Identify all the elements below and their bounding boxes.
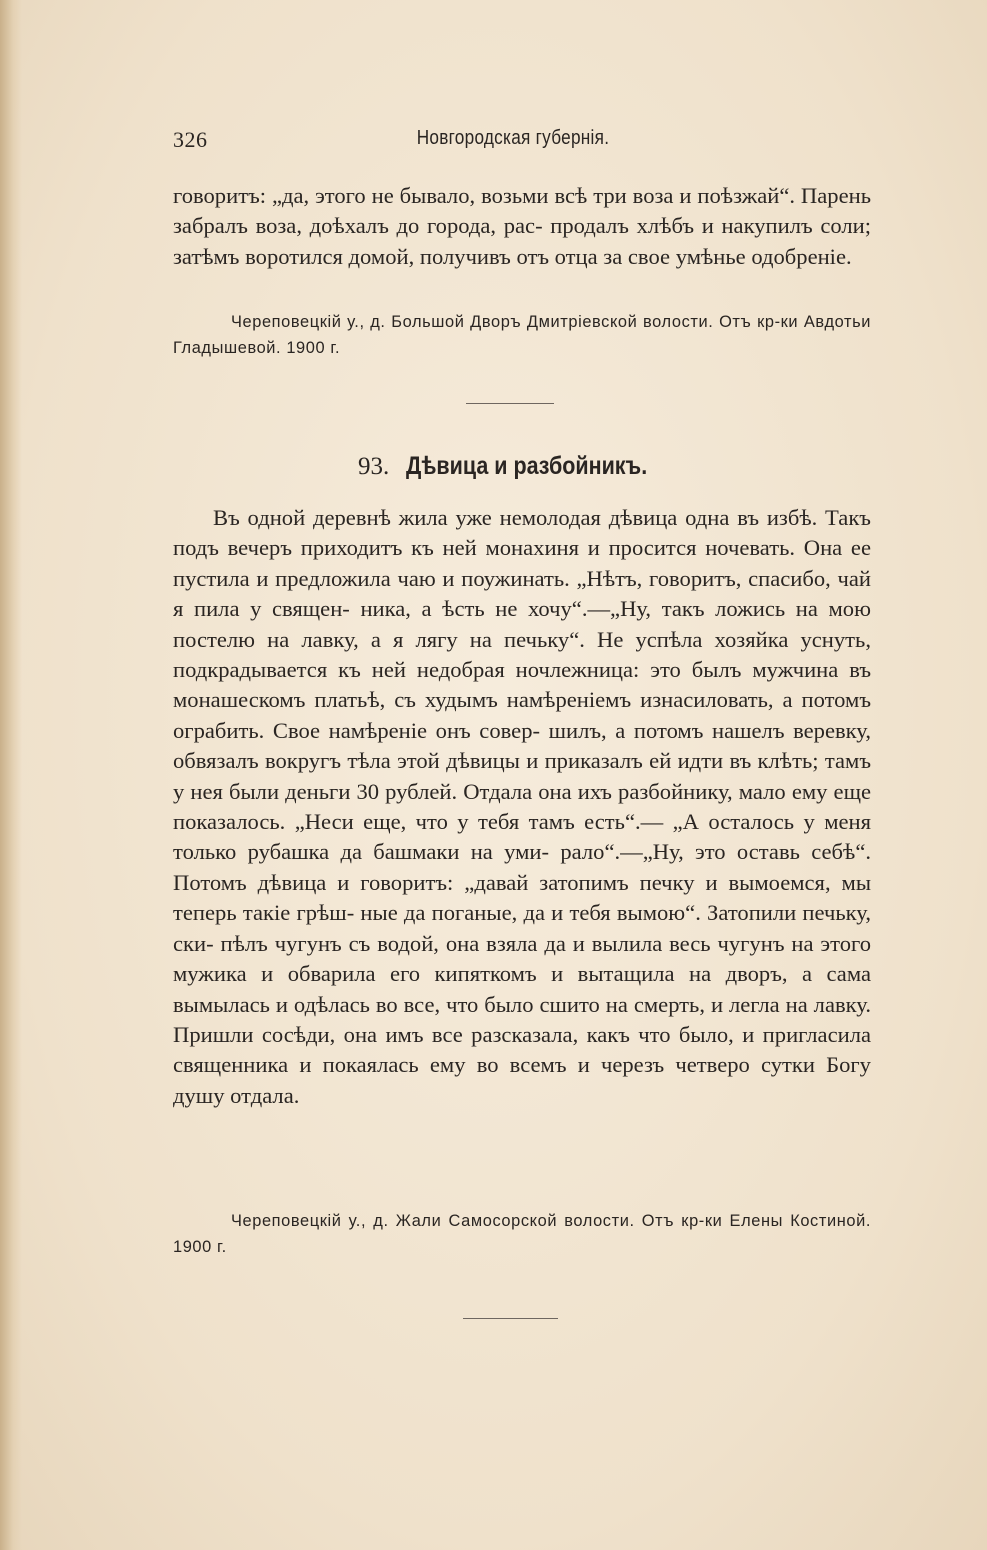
text-line: продалъ хлѣбъ и накупилъ соли; затѣмъ воротился домой, — [173, 213, 871, 269]
source-line: Череповецкій у., д. Большой Дворъ Дмитріевской волости. Отъ — [231, 313, 752, 331]
story-heading — [173, 452, 871, 481]
text-line: поѣзжай“. Парень забралъ воза, доѣхалъ до города, рас- — [173, 183, 871, 239]
text-line: „А осталось у меня только рубашка да башмаки на уми- — [173, 809, 872, 865]
text-line: въ избѣ. Такъ подъ вечеръ приходитъ къ ней монахиня и — [173, 505, 871, 561]
text-line: получивъ отъ отца за свое умѣнье одобреніе. — [419, 243, 852, 269]
text-line: шилъ, а потомъ нашелъ веревку, обвязалъ вокругъ тѣла — [173, 717, 871, 774]
text-line: рало“.—„Ну, это оставь себѣ“. Потомъ дѣвица и говоритъ: — [173, 839, 871, 895]
source-line: Череповецкій у., д. Жали Самосорской волости. Отъ кр-ки Елены — [231, 1212, 783, 1230]
paragraph — [173, 503, 871, 1111]
text-line: ему еще показалось. „Неси еще, что у тебя тамъ есть“.— — [173, 778, 871, 835]
section-divider — [466, 403, 554, 404]
source-line: кр-ки Авдотьи Гладышевой. 1900 г. — [173, 313, 871, 357]
previous-story-ending — [173, 181, 871, 272]
text-line: ника, а ѣсть не хочу“.—„Ну, такъ ложись на мою постелю — [173, 596, 871, 652]
story-title: Дѣвица и разбойникъ. — [405, 452, 647, 480]
text-line: Въ одной деревнѣ жила уже немолодая дѣвица одна — [213, 505, 730, 530]
text-line: разсказала, какъ что было, и пригласила священника и — [173, 1021, 871, 1078]
text-line: на лавку, а я лягу на печьку“. Не успѣла хозяйка уснуть, — [267, 626, 872, 652]
text-line: душу отдала. — [173, 1082, 300, 1108]
text-line: просится ночевать. Она ее пустила и предложила чаю и — [173, 535, 871, 591]
story-number: 93. — [358, 453, 390, 480]
text-line: на этого мужика и обварила его кипяткомъ и вытащила на — [173, 930, 872, 987]
text-line: подкрадывается къ ней недобрая ночлежница: это былъ — [173, 657, 742, 683]
end-divider — [463, 1318, 558, 1319]
text-line: изнасиловать, а потомъ ограбить. Свое намѣреніе онъ совер- — [173, 687, 872, 743]
text-line: были деньги 30 рублей. Отдала она ихъ разбойнику, мало — [229, 778, 786, 804]
running-title: Новгородская губернія. — [416, 127, 610, 149]
running-header — [173, 127, 871, 157]
source-note-previous — [173, 309, 871, 361]
text-line: пѣлъ чугунъ съ водой, она взяла да и вылила весь чугунъ — [220, 930, 785, 956]
text-line: дворъ, а сама вымылась и одѣлась во все, что было сшито — [173, 961, 872, 1017]
text-line: говоритъ: „да, этого не бывало, возьми всѣ три воза и — [173, 183, 692, 208]
paragraph — [173, 181, 871, 272]
page-number: 326 — [173, 127, 208, 152]
text-line: этой дѣвицы и приказалъ ей идти въ клѣть; тамъ у нея — [173, 748, 872, 804]
text-line: покаялась ему во всемъ и черезъ четверо сутки Богу — [322, 1052, 871, 1078]
source-line: Костиной. 1900 г. — [173, 1212, 871, 1256]
text-line: мужчина въ монашескомъ платьѣ, съ худымъ намѣреніемъ — [173, 657, 872, 713]
source-note-story — [173, 1208, 871, 1260]
story-body — [173, 503, 871, 1111]
text-line: ные да поганые, да и тебя вымою“. Затопили печьку, ски- — [173, 900, 871, 956]
page-spine-shadow — [0, 0, 22, 1550]
text-line: поужинать. „Нѣтъ, говоритъ, спасибо, чай я пила у священ- — [173, 565, 871, 622]
text-line: на смерть, и легла на лавку. Пришли сосѣди, она имъ все — [173, 991, 871, 1047]
text-line: „давай затопимъ печку и вымоемся, мы теперь такіе грѣш- — [173, 869, 872, 926]
